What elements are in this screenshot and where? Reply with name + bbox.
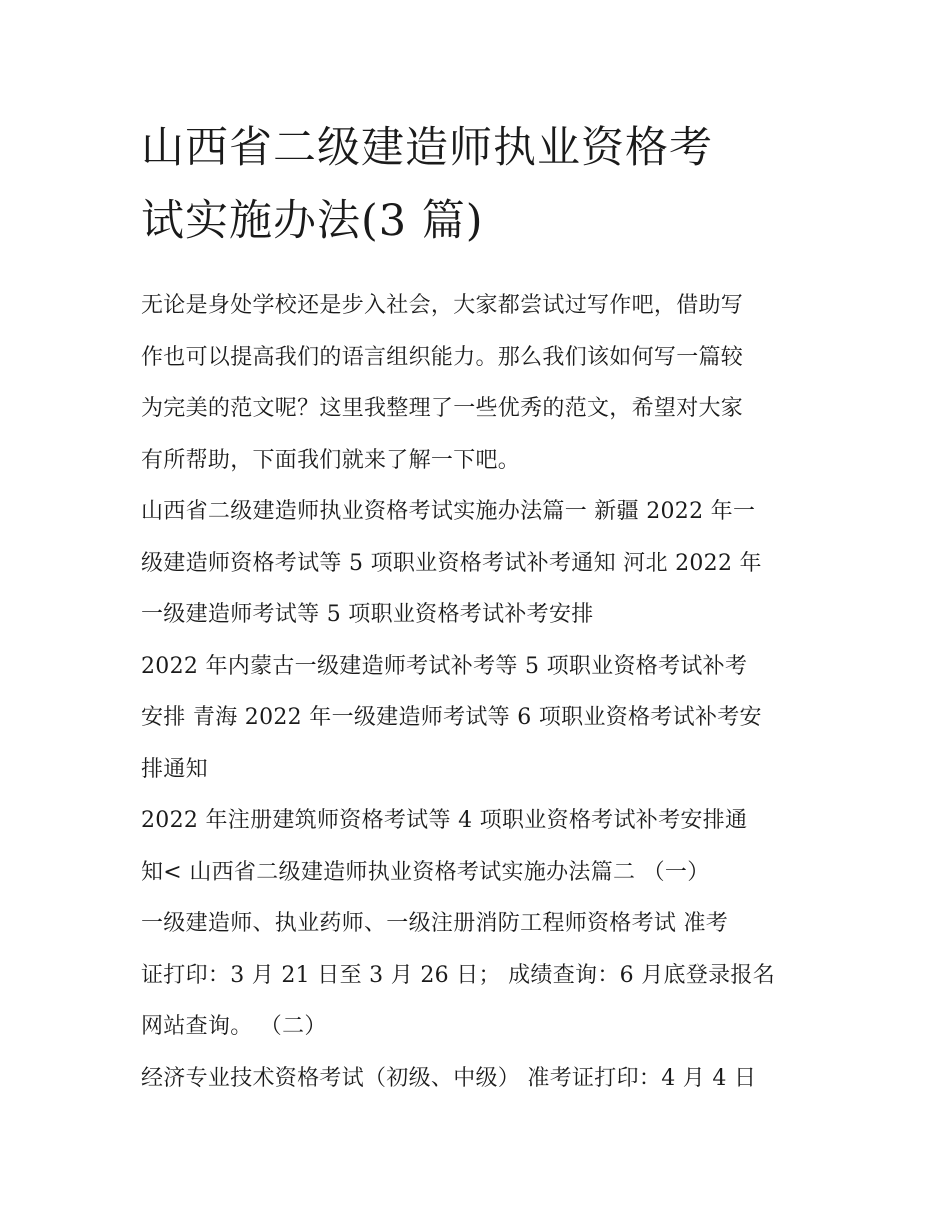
document-page — [141, 112, 816, 1104]
document-title — [141, 112, 816, 258]
document-body — [141, 280, 816, 1104]
body-line: 2022 年内蒙古一级建造师考试补考等 5 项职业资格考试补考 — [141, 653, 748, 679]
body-line: 作也可以提高我们的语言组织能力。那么我们该如何写一篇较 — [141, 344, 744, 370]
body-line: 有所帮助，下面我们就来了解一下吧。 — [141, 447, 521, 473]
body-line: 为完美的范文呢？这里我整理了一些优秀的范文，希望对大家 — [141, 396, 744, 421]
body-line: 经济专业技术资格考试（初级、中级） 准考证打印：4 月 4 日 — [141, 1065, 757, 1091]
body-line: 知< 山西省二级建造师执业资格考试实施办法篇二 （一） — [141, 859, 710, 885]
body-line: 2022 年注册建筑师资格考试等 4 项职业资格考试补考安排通 — [141, 808, 748, 833]
body-line: 一级建造师、执业药师、一级注册消防工程师资格考试 准考 — [141, 911, 729, 936]
body-line: 网站查询。 （二） — [141, 1014, 327, 1039]
body-line: 无论是身处学校还是步入社会，大家都尝试过写作吧，借助写 — [141, 293, 744, 318]
body-line: 排通知 — [141, 756, 208, 782]
title-line-1: 山西省二级建造师执业资格考 — [141, 123, 713, 173]
body-line: 安排 青海 2022 年一级建造师考试等 6 项职业资格考试补考安 — [141, 705, 762, 730]
body-line: 证打印：3 月 21 日至 3 月 26 日； 成绩查询：6 月底登录报名 — [141, 962, 776, 988]
body-line: 级建造师资格考试等 5 项职业资格考试补考通知 河北 2022 年 — [141, 550, 762, 576]
title-line-2: 试实施办法(3 篇) — [141, 196, 484, 246]
body-line: 一级建造师考试等 5 项职业资格考试补考安排 — [141, 602, 594, 627]
body-line: 山西省二级建造师执业资格考试实施办法篇一 新疆 2022 年一 — [141, 499, 756, 524]
